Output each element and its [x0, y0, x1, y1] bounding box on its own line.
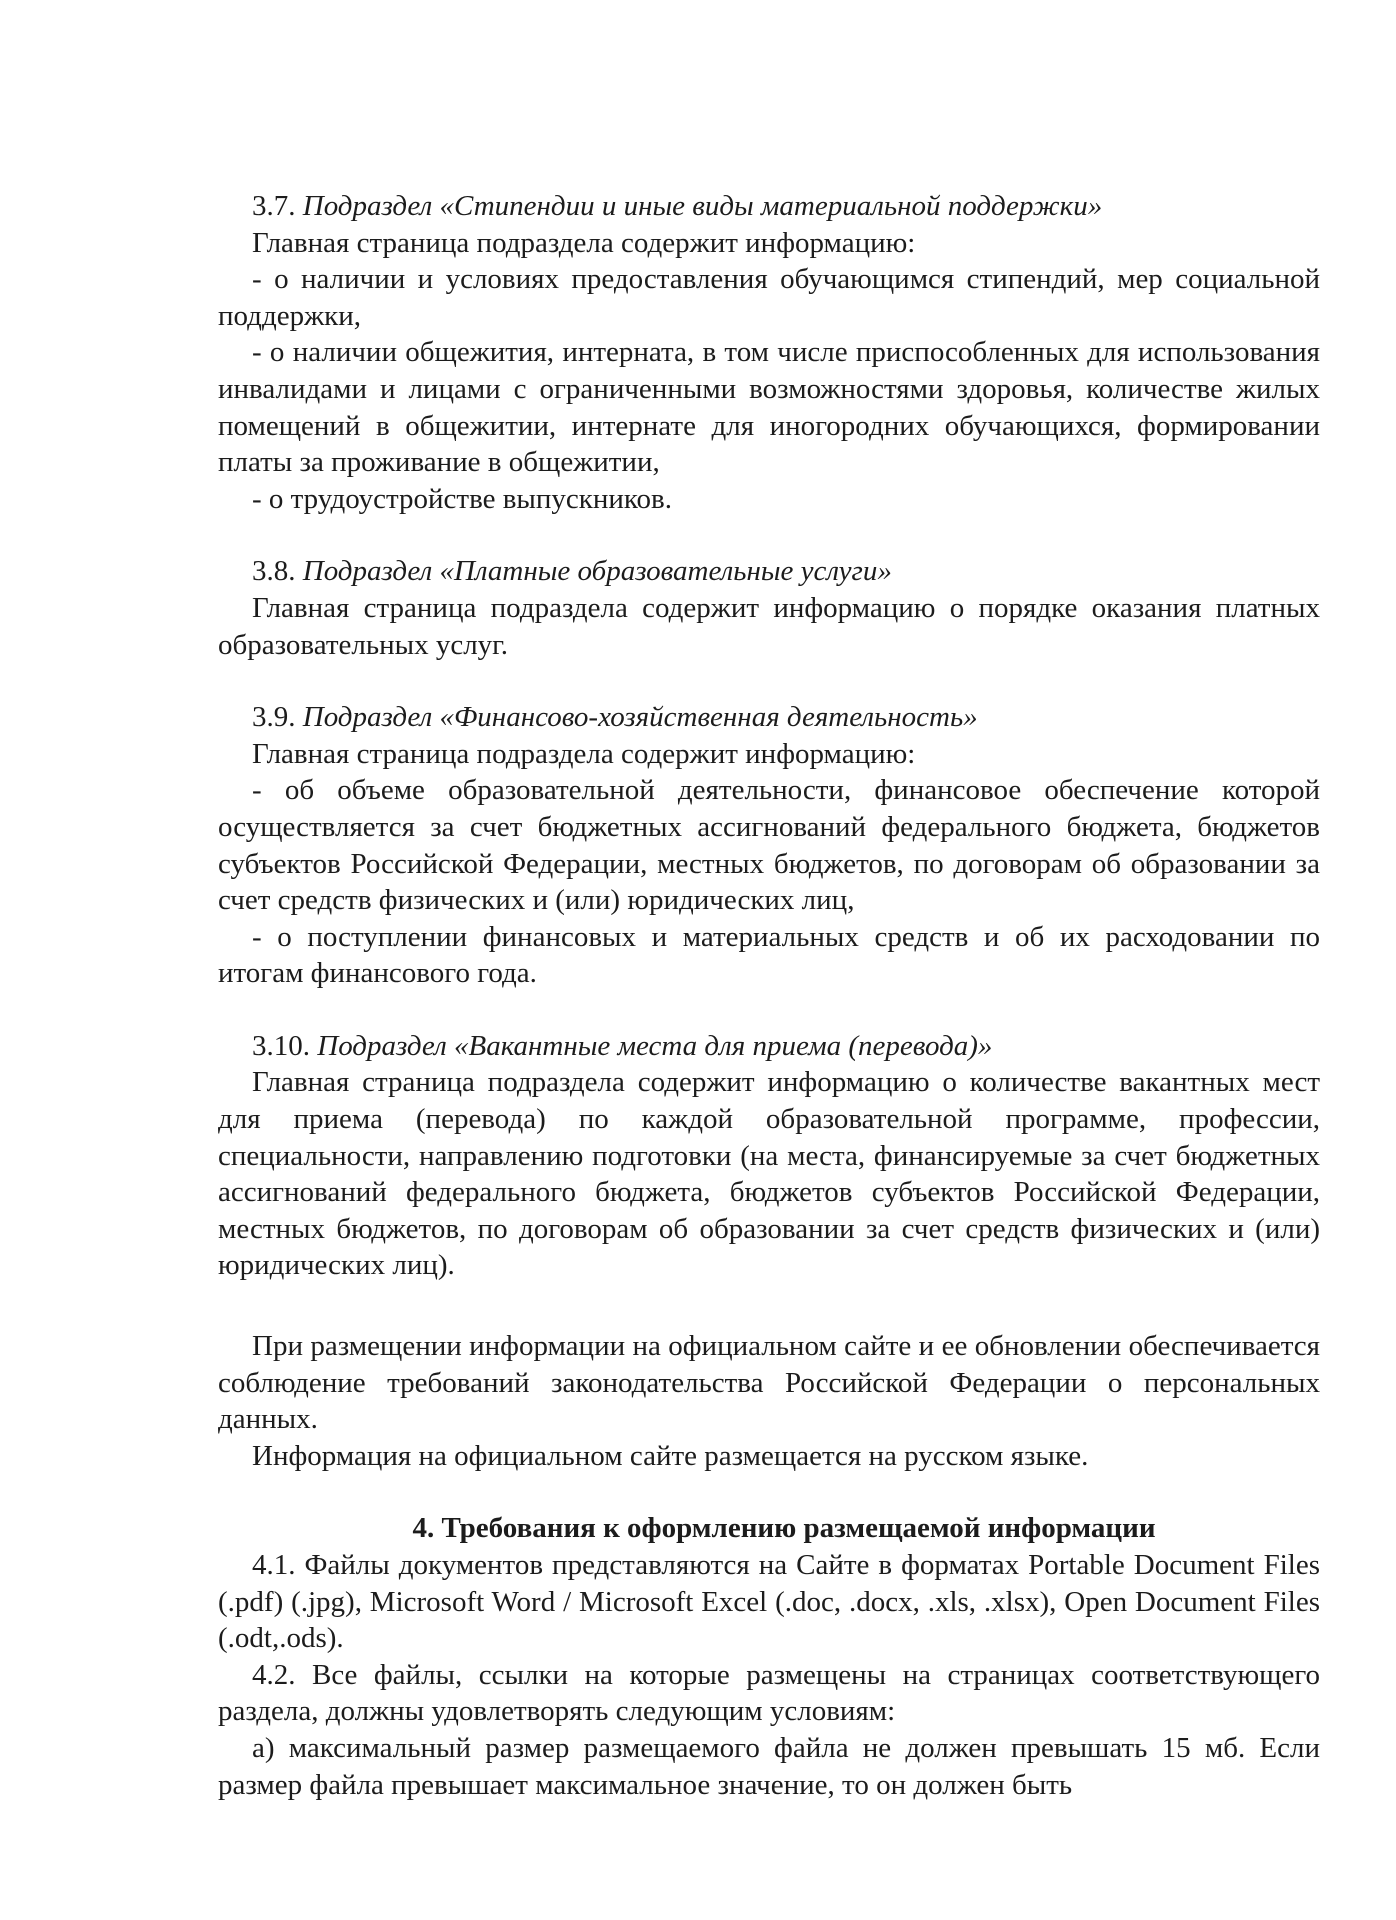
paragraph: - о трудоустройстве выпускников. — [252, 482, 672, 515]
section-number: 3.9. — [252, 701, 296, 734]
section-title: Подраздел «Финансово-хозяйственная деятельность» — [302, 701, 978, 734]
paragraph: - о наличии и условиях предоставления обучающимся стипендий, мер социальной поддержки, — [218, 263, 1320, 332]
section-title: Подраздел «Платные образовательные услуги» — [302, 555, 892, 588]
paragraph: Главная страница подраздела содержит информацию: — [252, 226, 916, 259]
section-heading-3-10 — [218, 1028, 1320, 1065]
section-number: 3.7. — [252, 190, 296, 222]
section-number: 3.8. — [252, 555, 296, 588]
paragraph: - о поступлении финансовых и материальных средств и об их расходовании по итогам финансового года. — [218, 920, 1320, 990]
section-number: 3.10. — [252, 1029, 310, 1062]
paragraph: Главная страница подраздела содержит информацию о порядке оказания платных образовательных услуг. — [218, 591, 1320, 661]
paragraph: а) максимальный размер размещаемого файла не должен превышать 15 мб. Если размер файла превышает максимальное значение, то он должен быть — [218, 1731, 1320, 1801]
section-4-heading: 4. Требования к оформлению размещаемой информации — [412, 1512, 1156, 1545]
paragraph: При размещении информации на официальном сайте и ее обновлении обеспечивается соблюдение требований законодательства Российской Федерации о персональных данных. — [218, 1330, 1320, 1436]
paragraph: Информация на официальном сайте размещается на русском языке. — [252, 1439, 1089, 1472]
paragraph: 4.1. Файлы документов представляются на Сайте в форматах Portable Document Files (.pdf) (.jpg), Microsoft Word / Microsoft Excel (.doc, .docx, .xls, .xlsx), Open Document Files (.odt,.ods). — [218, 1549, 1320, 1655]
paragraph: Главная страница подраздела содержит информацию о количестве вакантных мест для приема (перевода) по каждой образовательной программе, профессии, специальности, направлению подготовки (на места, финансируемые за счет бюджетных ассигнований федерального бюджета, бюджетов субъектов Российской Федерации, местных бюджетов, по договорам об образовании за счет средств физических и (или) юридических лиц). — [218, 1066, 1320, 1282]
section-heading-3-8 — [218, 553, 1320, 590]
section-title: Подраздел «Вакантные места для приема (перевода)» — [317, 1029, 993, 1062]
paragraph: - об объеме образовательной деятельности, финансовое обеспечение которой осуществляется за счет бюджетных ассигнований федерального бюджета, бюджетов субъектов Российской Федерации, местных бюджетов, по договорам об образовании за счет средств физических и (или) юридических лиц, — [218, 774, 1320, 917]
paragraph: 4.2. Все файлы, ссылки на которые размещены на страницах соответствующего раздела, должны удовлетворять следующим условиям: — [218, 1658, 1320, 1728]
document-body — [218, 188, 1320, 1803]
section-title: Подраздел «Стипендии и иные виды материальной поддержки» — [302, 190, 1103, 222]
section-heading-3-7 — [218, 188, 1320, 225]
section-heading-3-9 — [218, 699, 1320, 736]
paragraph: - о наличии общежития, интерната, в том числе приспособленных для использования инвалидами и лицами с ограниченными возможностями здоровья, количестве жилых помещений в общежитии, интернате для иногородних обучающихся, формировании платы за проживание в общежитии, — [218, 336, 1320, 479]
paragraph: Главная страница подраздела содержит информацию: — [252, 737, 916, 770]
